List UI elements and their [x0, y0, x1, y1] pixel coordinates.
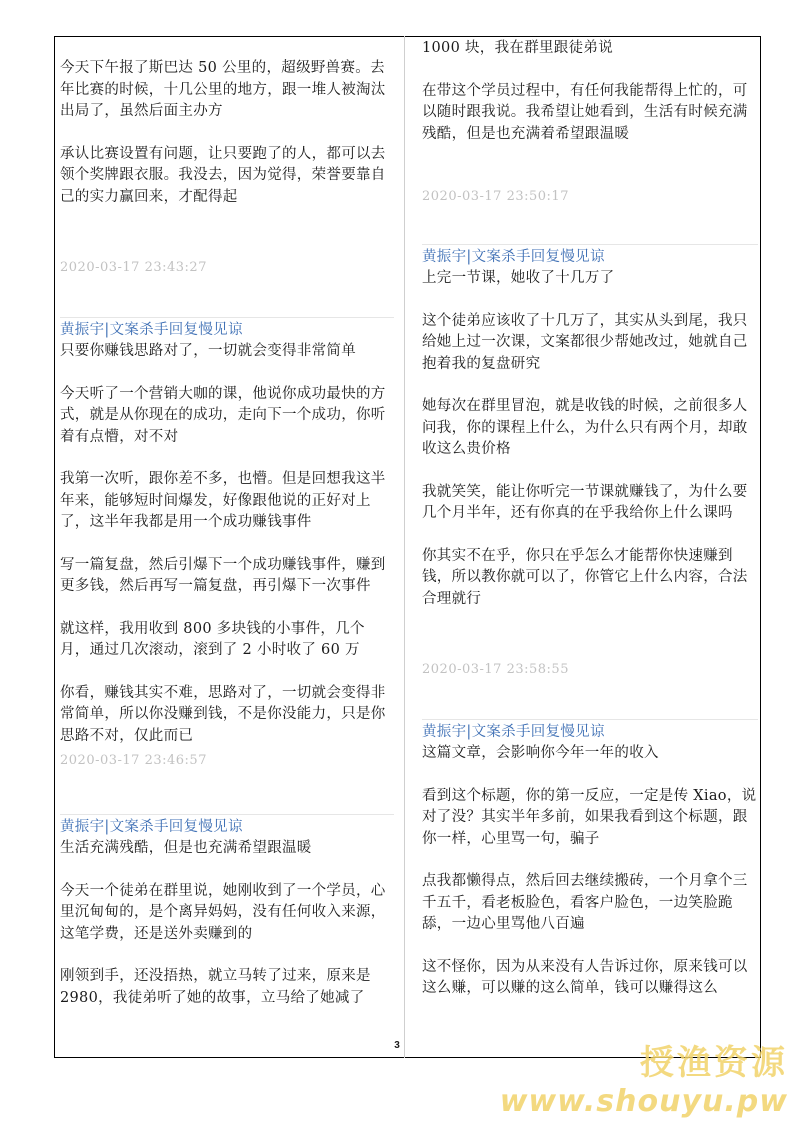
paragraph: 生活充满残酷，但是也充满希望跟温暖	[60, 840, 312, 856]
post-timestamp: 2020-03-17 23:50:17	[422, 189, 569, 204]
paragraph: 点我都懒得点，然后回去继续搬砖，一个月拿个三千五千，看老板脸色，看客户脸色，一边笑脸跪舔，一边心里骂他八百遍	[422, 873, 748, 932]
paragraph: 你其实不在乎，你只在乎怎么才能帮你快速赚到钱，所以教你就可以了，你管它上什么内容，合法合理就行	[422, 547, 748, 607]
paragraph: 这篇文章，会影响你今年一年的收入	[422, 745, 659, 761]
paragraph: 承认比赛设置有问题，让只要跑了的人，都可以去领个奖牌跟衣服。我没去，因为觉得，荣誉要靠自己的实力赢回来，才配得起	[60, 145, 386, 205]
right-column	[422, 38, 758, 1000]
watermark	[500, 1042, 788, 1120]
post-author: 黄振宇|文案杀手回复慢见谅	[60, 317, 394, 341]
paragraph: 我就笑笑，能让你听完一节课就赚钱了，为什么要几个月半年，还有你真的在乎我给你上什么课吗	[422, 483, 748, 521]
page-number: 3	[394, 1040, 400, 1051]
paragraph: 1000 块，我在群里跟徒弟说	[422, 40, 614, 56]
paragraph: 今天听了一个营销大咖的课，他说你成功最快的方式，就是从你现在的成功，走向下一个成功，你听着有点懵，对不对	[60, 385, 386, 445]
paragraph: 这个徒弟应该收了十几万了，其实从头到尾，我只给她上过一次课，文案都很少帮她改过，她就自己抱着我的复盘研究	[422, 312, 748, 372]
watermark-text: 授渔资源	[640, 1043, 788, 1083]
watermark-url: www.shouyu.pw	[499, 1084, 788, 1119]
column-divider	[404, 36, 405, 1058]
paragraph: 看到这个标题，你的第一反应，一定是传 Xiao，说对了没？其实半年多前，如果我看到这个标题，跟你一样，心里骂一句，骗子	[422, 787, 757, 847]
paragraph: 今天一个徒弟在群里说，她刚收到了一个学员，心里沉甸甸的，是个离异妈妈，没有任何收入来源，这笔学费，还是送外卖赚到的	[60, 882, 386, 942]
paragraph: 今天下午报了斯巴达 50 公里的，超级野兽赛。去年比赛的时候，十几公里的地方，跟一堆人被淘汰出局了，虽然后面主办方	[60, 60, 386, 119]
paragraph: 只要你赚钱思路对了，一切就会变得非常简单	[60, 343, 356, 359]
paragraph: 她每次在群里冒泡，就是收钱的时候，之前很多人问我，你的课程上什么，为什么只有两个月，却敢收这么贵价格	[422, 398, 748, 457]
paragraph: 你看，赚钱其实不难，思路对了，一切就会变得非常简单，所以你没赚到钱，不是你没能力，只是你思路不对，仅此而已	[60, 684, 386, 744]
post-author: 黄振宇|文案杀手回复慢见谅	[60, 814, 394, 838]
paragraph: 写一篇复盘，然后引爆下一个成功赚钱事件，赚到更多钱，然后再写一篇复盘，再引爆下一次事件	[60, 556, 386, 594]
paragraph: 刚领到手，还没捂热，就立马转了过来，原来是 2980，我徒弟听了她的故事，立马给了她减了	[60, 968, 371, 1006]
paragraph: 这不怪你，因为从来没有人告诉过你，原来钱可以这么赚，可以赚的这么简单，钱可以赚得这么	[422, 958, 748, 996]
left-column	[60, 58, 394, 1009]
post-timestamp: 2020-03-17 23:46:57	[60, 753, 207, 768]
post-author: 黄振宇|文案杀手回复慢见谅	[422, 244, 758, 268]
paragraph: 上完一节课，她收了十几万了	[422, 270, 615, 286]
paragraph: 就这样，我用收到 800 多块钱的小事件，几个月，通过几次滚动，滚到了 2 小时收了 60 万	[60, 620, 365, 658]
paragraph: 我第一次听，跟你差不多，也懵。但是回想我这半年来，能够短时间爆发，好像跟他说的正好对上了，这半年我都是用一个成功赚钱事件	[60, 471, 386, 530]
paragraph: 在带这个学员过程中，有任何我能帮得上忙的，可以随时跟我说。我希望让她看到，生活有时候充满残酷，但是也充满着希望跟温暖	[422, 82, 748, 142]
post-author: 黄振宇|文案杀手回复慢见谅	[422, 719, 758, 743]
post-timestamp: 2020-03-17 23:43:27	[60, 260, 207, 275]
post-timestamp: 2020-03-17 23:58:55	[422, 662, 569, 677]
